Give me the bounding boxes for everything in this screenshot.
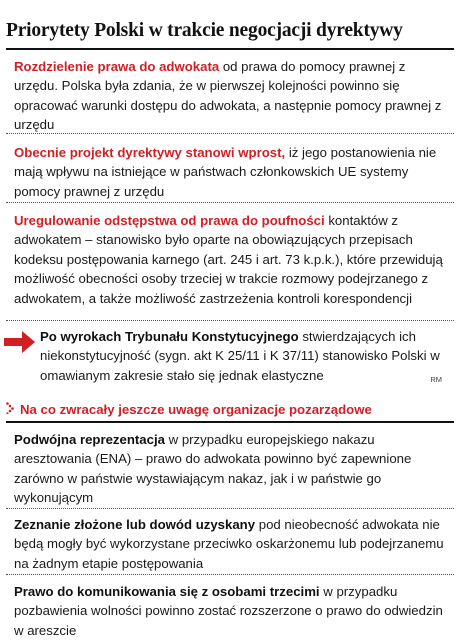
divider bbox=[6, 133, 454, 134]
page-title: Priorytety Polski w trakcie negocjacji dyrektywy bbox=[6, 20, 403, 41]
priority-item-1 bbox=[14, 57, 446, 135]
priority-item-text: od prawa do pomocy prawnej z urzędu. Polska była zdania, że w pierwszej kolejności powinno się opracować warunki dostępu do adwokata, a następnie pomocy prawnej z urzędu bbox=[14, 59, 442, 133]
ngo-item-2 bbox=[14, 515, 446, 573]
section-rule bbox=[6, 421, 454, 423]
divider bbox=[6, 202, 454, 203]
divider bbox=[6, 320, 454, 321]
priority-item-lead: Obecnie projekt dyrektywy stanowi wprost, bbox=[14, 145, 286, 160]
arrow-right-icon bbox=[4, 329, 36, 355]
tribunal-note bbox=[40, 327, 444, 385]
chevron-right-icon bbox=[6, 402, 14, 414]
divider bbox=[6, 508, 454, 509]
ngo-item-lead: Zeznanie złożone lub dowód uzyskany bbox=[14, 517, 256, 532]
priority-item-text: iż jego postanowienia nie mają wpływu na istniejące w państwach członkowskich UE systemy pomocy prawnej z urzędu bbox=[14, 145, 437, 199]
priority-item-3 bbox=[14, 211, 446, 308]
tribunal-lead: Po wyrokach Trybunału Konstytucyjnego bbox=[40, 329, 299, 344]
ngo-item-3 bbox=[14, 582, 446, 640]
title-rule bbox=[6, 48, 454, 50]
priority-item-lead: Rozdzielenie prawa do adwokata bbox=[14, 59, 220, 74]
ngo-item-lead: Podwójna reprezentacja bbox=[14, 432, 165, 447]
ngo-item-text: w przypadku pozbawienia wolności powinno zostać rozszerzone o prawo do odwiedzin w areszcie bbox=[14, 584, 443, 638]
priority-item-2 bbox=[14, 143, 446, 201]
tribunal-text: stwierdzających ich niekonstytucyjność (sygn. akt K 25/11 i K 37/11) stanowisko Polski w omawianym zakresie stało się jednak elastyczne bbox=[40, 329, 440, 383]
section-heading bbox=[6, 402, 372, 417]
ngo-item-text: pod nieobecność adwokata nie będą mogły być wykorzystane przeciwko oskarżonemu lub podejrzanemu na żadnym etapie postępowania bbox=[14, 517, 444, 571]
priority-item-lead: Uregulowanie odstępstwa od prawa do poufności bbox=[14, 213, 325, 228]
section-heading-text: Na co zwracały jeszcze uwagę organizacje pozarządowe bbox=[20, 402, 372, 417]
ngo-item-lead: Prawo do komunikowania się z osobami trzecimi bbox=[14, 584, 320, 599]
divider bbox=[6, 574, 454, 575]
priority-item-text: kontaktów z adwokatem – stanowisko było oparte na obowiązujących przepisach kodeksu postępowania karnego (art. 245 i art. 73 k.p.k.), które przewidują możliwość obecności osoby trzeciej w trakcie rozmowy podejrzanego z adwokatem, a także możliwość zastrzeżenia kontroli korespondencji bbox=[14, 213, 443, 306]
ngo-item-1 bbox=[14, 430, 446, 508]
ngo-item-text: w przypadku europejskiego nakazu aresztowania (ENA) – prawo do adwokata powinno być zapewnione zarówno w państwie wystawiającym nakaz, jak i w państwie go wykonującym bbox=[14, 432, 412, 506]
author-credit: RM bbox=[430, 375, 442, 384]
